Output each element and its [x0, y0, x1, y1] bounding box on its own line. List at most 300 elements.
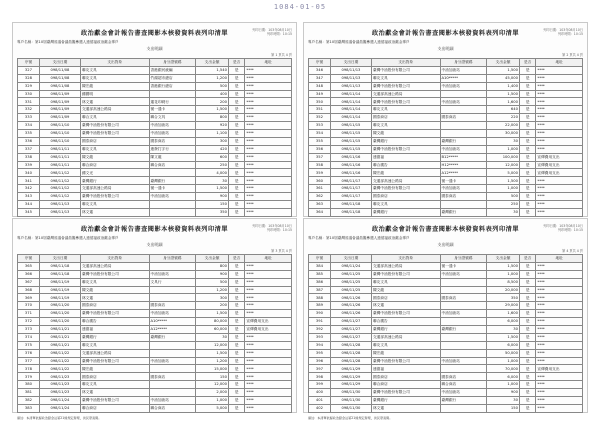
table-cell	[149, 294, 196, 302]
table-cell: ****	[536, 349, 583, 357]
table-cell: 098/11/29	[330, 381, 371, 389]
table-cell: 098/11/18	[39, 270, 80, 278]
table-cell: 是	[519, 349, 535, 357]
table-cell: 100,000	[487, 153, 520, 161]
table-cell: 國泰商店	[149, 137, 196, 145]
table-cell: 383	[18, 404, 40, 412]
table-row	[18, 381, 292, 389]
table-row	[18, 177, 292, 185]
table-cell: A12*****	[440, 169, 487, 177]
account-name: 專戶名稱：第10屆臺灣省議會議員擬參選人連德福政治獻金專戶	[17, 40, 119, 44]
page-title: 政治獻金會計報告書查閱影本核發資料表列印清單	[371, 226, 520, 233]
page-header	[308, 224, 583, 254]
table-cell	[149, 341, 196, 349]
table-cell: 臺灣銀行	[372, 397, 441, 405]
table-cell: 1,500	[487, 90, 520, 98]
page-title: 政治獻金會計報告書查閱影本核發資料表列印清單	[371, 30, 520, 37]
table-cell: 098/11/20	[39, 310, 80, 318]
table-cell: 098/11/08	[39, 82, 80, 90]
table-cell: 346	[309, 66, 331, 74]
table-cell: 337	[18, 145, 40, 153]
account-name: 專戶名稱：第10屆臺灣省議會議員擬參選人連德福政治獻金專戶	[17, 236, 119, 240]
table-cell: 交通部高速公路局	[81, 349, 150, 357]
table-cell: 098/11/30	[330, 404, 371, 412]
page-footnote: 備註：本清單依據政治獻金法第21條規定辦理，供民眾查閱。	[308, 415, 393, 420]
table-cell: 351	[309, 106, 331, 114]
table-cell: 098/11/20	[39, 318, 80, 326]
table-cell: 是	[519, 193, 535, 201]
table-cell: 聯合文具	[149, 114, 196, 122]
table-cell: ****	[536, 90, 583, 98]
table-cell: 中油加油站	[149, 193, 196, 201]
table-cell: 098/11/13	[39, 208, 80, 216]
table-cell: 鍾國明	[81, 90, 150, 98]
table-cell: ****	[536, 302, 583, 310]
table-row	[18, 122, 292, 130]
page-number: 第 1 頁共 4 頁	[271, 53, 292, 57]
table-cell: 098/11/13	[330, 74, 371, 82]
table-cell: 098/11/13	[330, 82, 371, 90]
table-cell: 098/11/09	[39, 114, 80, 122]
table-cell: 800	[196, 114, 229, 122]
table-cell: 381	[18, 389, 40, 397]
table-cell: ****	[536, 270, 583, 278]
table-cell: 臺灣中油股份有限公司	[372, 82, 441, 90]
table-cell: ****	[536, 397, 583, 405]
table-cell: 臺灣中油股份有限公司	[372, 389, 441, 397]
table-cell: 是	[228, 397, 244, 405]
table-cell: 是	[228, 90, 244, 98]
table-cell: 臺灣銀行	[440, 208, 487, 216]
table-row	[309, 294, 583, 302]
table-cell: 1,000	[487, 381, 520, 389]
table-cell: 聯友文具	[81, 381, 150, 389]
column-header: 支出對象	[81, 59, 150, 67]
table-cell: 是	[519, 357, 535, 365]
table-cell: 文具行	[149, 278, 196, 286]
table-cell: ****	[536, 262, 583, 270]
column-header: 地址	[536, 59, 583, 67]
table-cell: 是	[519, 201, 535, 209]
table-row	[309, 137, 583, 145]
table-cell: 是	[228, 122, 244, 130]
table-cell: 1,000	[196, 397, 229, 405]
table-cell	[440, 201, 487, 209]
table-row	[309, 169, 583, 177]
table-cell: 500	[196, 82, 229, 90]
table-cell: 聯友文具	[372, 278, 441, 286]
table-cell: 國泰商店	[372, 294, 441, 302]
table-cell: 聯合商店	[149, 161, 196, 169]
table-cell: 389	[309, 302, 331, 310]
table-cell: 是	[519, 333, 535, 341]
table-cell: 342	[18, 185, 40, 193]
table-row	[309, 381, 583, 389]
table-cell: 是	[519, 278, 535, 286]
table-row	[309, 177, 583, 185]
table-cell: 098/11/12	[39, 177, 80, 185]
table-cell: 354	[309, 130, 331, 138]
table-cell: 是	[519, 161, 535, 169]
table-row	[18, 286, 292, 294]
table-row	[309, 82, 583, 90]
table-cell: 是	[228, 177, 244, 185]
table-cell: A10*****	[149, 318, 196, 326]
table-cell: 338	[18, 153, 40, 161]
table-cell: 聯友文具	[372, 122, 441, 130]
table-cell: 600	[196, 153, 229, 161]
table-cell: ****	[245, 404, 292, 412]
table-cell: 是	[519, 404, 535, 412]
table-cell: 中油加油站	[149, 130, 196, 138]
table-cell: 香港銀河統編	[149, 66, 196, 74]
table-cell: 098/11/10	[39, 122, 80, 130]
table-cell: 中油加油站	[149, 270, 196, 278]
table-cell: 林文蓮	[81, 389, 150, 397]
table-cell: 387	[309, 286, 331, 294]
table-cell	[149, 389, 196, 397]
table-cell: 098/11/22	[39, 365, 80, 373]
table-cell: 交通部高速公路局	[372, 177, 441, 185]
table-cell: 聯友文具	[81, 74, 150, 82]
table-cell: 098/11/09	[39, 98, 80, 106]
table-cell: 是	[519, 169, 535, 177]
table-cell	[149, 208, 196, 216]
table-cell: 是	[519, 381, 535, 389]
table-cell: 國泰商店	[440, 373, 487, 381]
expense-table	[308, 254, 583, 413]
table-cell: 200	[196, 98, 229, 106]
table-row	[309, 310, 583, 318]
table-cell	[440, 130, 487, 138]
table-cell: 是	[519, 262, 535, 270]
table-cell: 098/11/12	[39, 185, 80, 193]
section-kind: 支出明細	[146, 242, 163, 247]
table-cell: 402	[309, 404, 331, 412]
table-cell: 是	[228, 286, 244, 294]
table-cell: 國泰商店	[372, 373, 441, 381]
table-cell: ****	[536, 137, 583, 145]
table-cell: 是	[519, 153, 535, 161]
table-cell: 宣傳費用支出	[536, 365, 583, 373]
page-number: 第 4 頁共 4 頁	[562, 249, 583, 253]
column-header: 序號	[18, 59, 40, 67]
table-cell: 中油加油站	[440, 145, 487, 153]
table-cell: 交通部高速公路局	[372, 333, 441, 341]
table-cell: 29,000	[487, 302, 520, 310]
table-cell: 336	[18, 137, 40, 145]
table-cell: ****	[245, 193, 292, 201]
table-row	[309, 106, 583, 114]
table-cell: 是	[519, 66, 535, 74]
table-cell: 是	[519, 130, 535, 138]
table-cell: ****	[245, 66, 292, 74]
table-cell: 20,000	[487, 286, 520, 294]
table-cell: ****	[245, 90, 292, 98]
table-cell: 356	[309, 145, 331, 153]
table-cell: 國泰商店	[440, 114, 487, 122]
table-cell: 098/11/14	[330, 114, 371, 122]
table-cell: ****	[245, 349, 292, 357]
table-cell: 聯合廣告	[81, 318, 150, 326]
table-cell: 是	[228, 161, 244, 169]
table-cell: 388	[309, 294, 331, 302]
table-row	[18, 349, 292, 357]
table-cell: 50,000	[487, 349, 520, 357]
table-cell: ****	[245, 74, 292, 82]
table-cell: 098/11/19	[39, 294, 80, 302]
table-cell: 355	[309, 137, 331, 145]
column-header: 支出金額	[196, 59, 229, 67]
table-cell: 098/11/15	[330, 145, 371, 153]
table-cell: 098/11/20	[39, 302, 80, 310]
table-cell: 中油加油站	[149, 357, 196, 365]
table-header-row	[18, 255, 292, 263]
table-cell: ****	[245, 310, 292, 318]
table-cell: 臺灣銀行	[440, 326, 487, 334]
page-number: 第 2 頁共 4 頁	[562, 53, 583, 57]
table-cell: 328	[18, 74, 40, 82]
table-cell: 1,000	[487, 357, 520, 365]
table-cell: 22,000	[487, 122, 520, 130]
table-cell: 蓮花印刷行	[149, 98, 196, 106]
table-cell: ****	[245, 137, 292, 145]
table-cell: 是	[228, 74, 244, 82]
page-header	[17, 224, 292, 254]
column-header: 支出日期	[39, 59, 80, 67]
table-cell: 098/11/17	[330, 185, 371, 193]
table-row	[309, 357, 583, 365]
table-cell: 347	[309, 74, 331, 82]
table-row	[309, 185, 583, 193]
table-row	[309, 114, 583, 122]
table-cell: 397	[309, 365, 331, 373]
table-cell: 374	[18, 333, 40, 341]
table-cell: 聯友文具	[81, 341, 150, 349]
table-cell: ****	[245, 153, 292, 161]
table-cell: 是	[519, 137, 535, 145]
table-cell: ****	[245, 169, 292, 177]
print-time: 列印時間：10:15	[557, 32, 583, 36]
table-cell: H12*****	[440, 161, 487, 169]
table-cell	[440, 286, 487, 294]
table-cell: ****	[245, 114, 292, 122]
table-cell: 1,500	[487, 66, 520, 74]
column-header: 身分證號碼	[440, 255, 487, 263]
table-cell: 339	[18, 161, 40, 169]
table-row	[18, 153, 292, 161]
table-cell: ****	[536, 185, 583, 193]
table-row	[18, 278, 292, 286]
table-row	[18, 310, 292, 318]
table-cell: 341	[18, 177, 40, 185]
table-cell: 401	[309, 397, 331, 405]
table-row	[309, 145, 583, 153]
table-cell: 379	[18, 373, 40, 381]
table-cell: 098/11/16	[330, 169, 371, 177]
table-cell	[440, 122, 487, 130]
table-cell: 國泰商店	[440, 294, 487, 302]
table-cell: 098/11/15	[330, 130, 371, 138]
table-cell: ****	[536, 74, 583, 82]
table-cell: 是	[519, 122, 535, 130]
table-cell: 098/11/11	[39, 153, 80, 161]
table-cell: 是	[519, 373, 535, 381]
page-footnote: 備註：本清單依據政治獻金法第21條規定辦理，供民眾查閱。	[17, 415, 102, 420]
table-cell: 900	[196, 270, 229, 278]
table-cell: 375	[18, 341, 40, 349]
table-cell: ****	[245, 341, 292, 349]
table-cell: ****	[245, 185, 292, 193]
table-cell: 是	[519, 145, 535, 153]
table-cell: ****	[536, 373, 583, 381]
document-stamp: 1084-01-05	[273, 3, 327, 11]
table-cell: 349	[309, 90, 331, 98]
table-cell: 聯友文具	[372, 201, 441, 209]
table-cell: 386	[309, 278, 331, 286]
table-row	[18, 262, 292, 270]
table-cell: 是	[519, 318, 535, 326]
table-cell: 098/11/16	[330, 161, 371, 169]
table-row	[18, 114, 292, 122]
table-cell: 5,000	[487, 169, 520, 177]
table-cell: ****	[245, 333, 292, 341]
table-cell: 聯合廣告	[372, 161, 441, 169]
table-row	[18, 130, 292, 138]
table-cell: 1,500	[196, 106, 229, 114]
table-cell: 362	[309, 193, 331, 201]
table-cell: 098/11/13	[39, 201, 80, 209]
table-cell: 陳宏龍	[372, 349, 441, 357]
table-cell: 臺灣銀行	[81, 333, 150, 341]
table-cell: 394	[309, 341, 331, 349]
table-cell: 是	[519, 177, 535, 185]
table-cell: 聯合商店	[81, 404, 150, 412]
table-cell: 45,000	[487, 74, 520, 82]
table-cell: 800	[196, 262, 229, 270]
table-cell: 是	[228, 278, 244, 286]
table-cell: 332	[18, 106, 40, 114]
table-cell: 聯友文具	[372, 106, 441, 114]
table-cell: 陳宏龍	[81, 365, 150, 373]
column-header: 是否	[519, 255, 535, 263]
table-cell: 是	[228, 404, 244, 412]
table-cell: ****	[245, 278, 292, 286]
table-row	[309, 302, 583, 310]
table-cell: A12*****	[149, 326, 196, 334]
table-cell: 331	[18, 98, 40, 106]
table-cell: 340	[18, 169, 40, 177]
table-row	[18, 373, 292, 381]
table-row	[18, 294, 292, 302]
table-cell: 是	[519, 185, 535, 193]
table-cell: 1,200	[196, 74, 229, 82]
table-cell: 330	[18, 90, 40, 98]
table-cell: 是	[228, 145, 244, 153]
table-cell: 臺灣銀行	[149, 177, 196, 185]
table-cell: ****	[245, 98, 292, 106]
table-cell: 220	[487, 114, 520, 122]
table-cell: ****	[245, 82, 292, 90]
table-cell: 098/11/25	[330, 286, 371, 294]
table-cell: 345	[18, 208, 40, 216]
table-cell: 1,100	[196, 130, 229, 138]
table-cell: 是	[228, 201, 244, 209]
table-cell: 臺灣銀行	[81, 177, 150, 185]
table-cell: 是	[228, 106, 244, 114]
table-cell: 098/11/18	[330, 201, 371, 209]
table-row	[18, 389, 292, 397]
table-cell: 098/11/08	[39, 66, 80, 74]
table-cell: 098/11/12	[39, 193, 80, 201]
table-cell: 098/11/24	[39, 404, 80, 412]
table-cell: 中油加油站	[440, 357, 487, 365]
table-cell: ****	[536, 98, 583, 106]
table-row	[18, 270, 292, 278]
table-cell: 1,500	[487, 177, 520, 185]
table-cell: ****	[245, 357, 292, 365]
column-header: 地址	[245, 255, 292, 263]
table-cell: 臺灣中油股份有限公司	[81, 193, 150, 201]
table-cell: 臺灣中油股份有限公司	[372, 98, 441, 106]
table-cell: 098/11/19	[39, 278, 80, 286]
table-cell: 是	[228, 130, 244, 138]
table-cell: 15,000	[196, 365, 229, 373]
column-header: 序號	[18, 255, 40, 263]
table-cell: 098/11/27	[330, 318, 371, 326]
table-cell: 200	[196, 302, 229, 310]
print-meta	[543, 28, 583, 36]
table-cell: 098/11/14	[330, 98, 371, 106]
table-cell: 098/11/26	[330, 302, 371, 310]
table-cell: 5,000	[196, 404, 229, 412]
page-header	[17, 28, 292, 58]
table-cell: 377	[18, 357, 40, 365]
table-cell: 1,000	[487, 145, 520, 153]
table-cell: 1,500	[487, 262, 520, 270]
column-header: 是否	[519, 59, 535, 67]
table-cell: 臺灣中油股份有限公司	[372, 66, 441, 74]
table-row	[309, 130, 583, 138]
table-row	[309, 98, 583, 106]
table-cell: ****	[536, 114, 583, 122]
column-header: 支出金額	[487, 59, 520, 67]
table-cell: 334	[18, 122, 40, 130]
table-cell: 是	[519, 98, 535, 106]
column-header: 支出日期	[330, 255, 371, 263]
table-cell: 098/11/11	[39, 145, 80, 153]
table-cell: 是	[519, 294, 535, 302]
table-cell: 098/11/17	[330, 177, 371, 185]
table-cell: 098/11/12	[39, 169, 80, 177]
table-cell: 329	[18, 82, 40, 90]
table-cell: 098/11/17	[330, 193, 371, 201]
table-cell: 098/11/30	[330, 389, 371, 397]
table-cell: ****	[245, 381, 292, 389]
table-row	[18, 145, 292, 153]
table-cell: 150	[196, 201, 229, 209]
table-cell: 364	[309, 208, 331, 216]
table-cell	[149, 262, 196, 270]
table-cell: ****	[245, 270, 292, 278]
table-row	[18, 185, 292, 193]
table-cell: 392	[309, 326, 331, 334]
page-title: 政治獻金會計報告書查閱影本核發資料表列印清單	[80, 226, 229, 233]
table-cell: ****	[536, 341, 583, 349]
table-cell: ****	[245, 208, 292, 216]
table-cell: 是	[228, 326, 244, 334]
table-cell: 098/11/26	[330, 310, 371, 318]
